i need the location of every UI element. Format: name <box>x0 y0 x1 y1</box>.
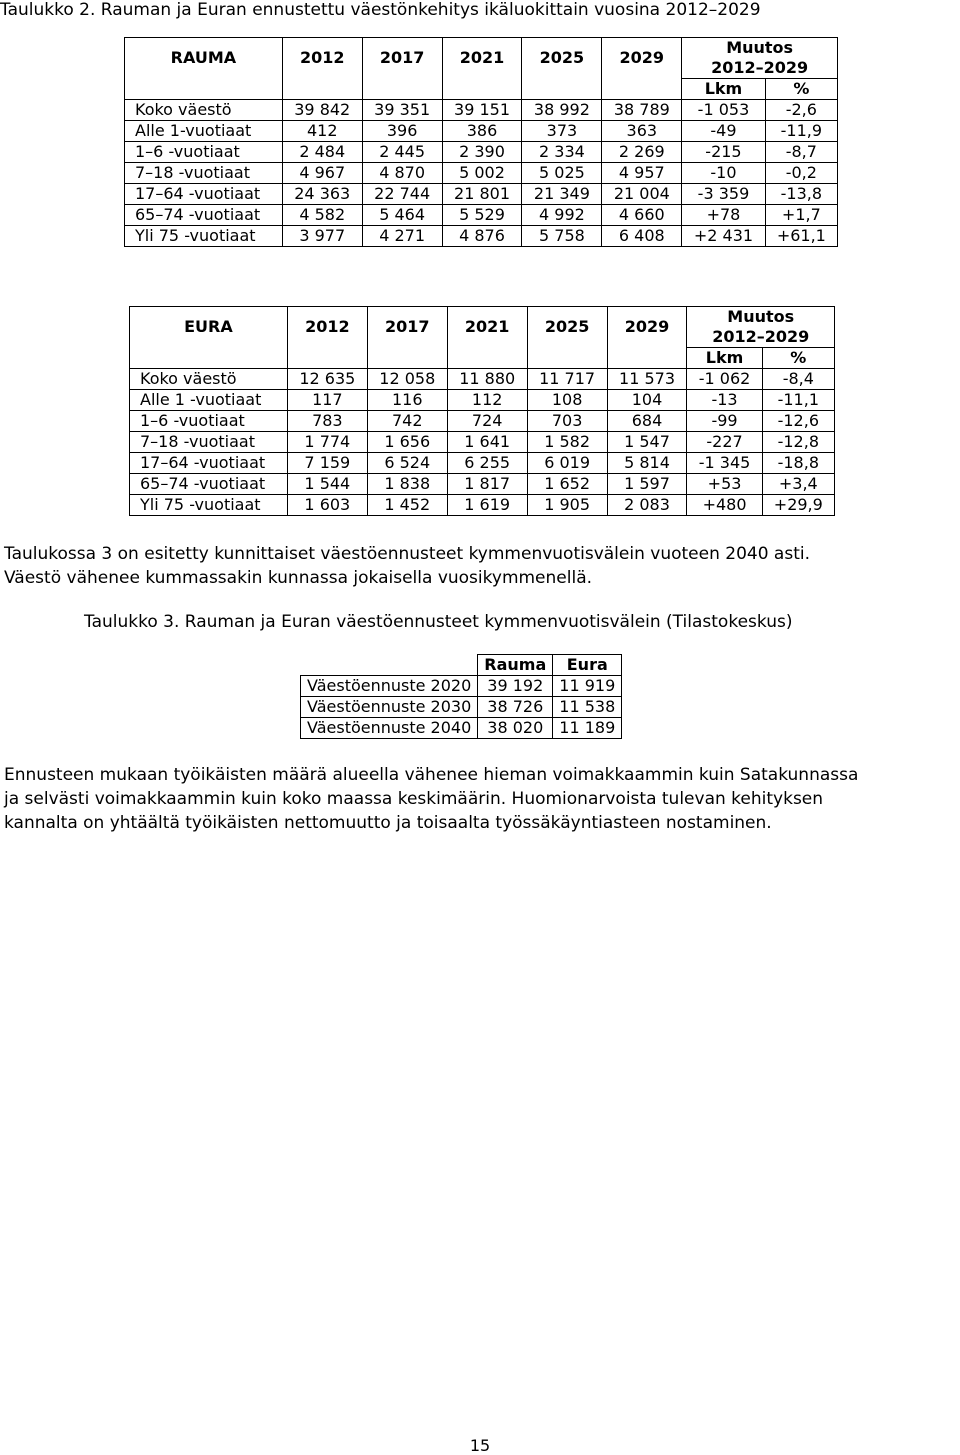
table-cell: 4 967 <box>282 163 362 184</box>
table-cell: 116 <box>367 390 447 411</box>
empty-cell <box>130 348 288 369</box>
empty-cell <box>447 348 527 369</box>
table-row <box>130 369 835 390</box>
change-label: Muutos <box>727 307 795 326</box>
table-cell: +53 <box>687 474 762 495</box>
table-cell: -1 345 <box>687 453 762 474</box>
table-cell: 386 <box>442 121 522 142</box>
empty-cell <box>287 348 367 369</box>
change-period: 2012–2029 <box>711 58 809 77</box>
table-row <box>130 390 835 411</box>
table-cell: 11 189 <box>553 718 622 739</box>
paragraph-line: Taulukossa 3 on esitetty kunnittaiset väestöennusteet kymmenvuotisvälein vuoteen 2040 asti. <box>4 544 810 564</box>
table-cell: 11 573 <box>607 369 687 390</box>
table-cell: 4 582 <box>282 205 362 226</box>
change-period: 2012–2029 <box>712 327 810 346</box>
table-cell: -0,2 <box>765 163 837 184</box>
year-header: 2012 <box>282 38 362 79</box>
table-cell: 21 349 <box>522 184 602 205</box>
rauma-header: Rauma <box>478 655 553 676</box>
table-row <box>130 495 835 516</box>
table-cell: -8,4 <box>762 369 834 390</box>
year-header: 2021 <box>442 38 522 79</box>
table-cell: 1 603 <box>287 495 367 516</box>
table-row <box>125 184 838 205</box>
table-cell: 5 814 <box>607 453 687 474</box>
table-cell: 6 255 <box>447 453 527 474</box>
empty-cell <box>301 655 478 676</box>
empty-cell <box>527 348 607 369</box>
empty-cell <box>125 79 283 100</box>
row-label: 65–74 -vuotiaat <box>125 205 283 226</box>
table-cell: 38 726 <box>478 697 553 718</box>
table-cell: 1 838 <box>367 474 447 495</box>
table-cell: 39 351 <box>362 100 442 121</box>
table-cell: 6 524 <box>367 453 447 474</box>
table-cell: 38 789 <box>602 100 682 121</box>
page-number: 15 <box>469 1436 491 1455</box>
table-cell: -1 053 <box>682 100 765 121</box>
table-row <box>125 142 838 163</box>
eura-table <box>129 306 835 516</box>
table-cell: 724 <box>447 411 527 432</box>
table-cell: 363 <box>602 121 682 142</box>
table-cell: 112 <box>447 390 527 411</box>
table-cell: 4 660 <box>602 205 682 226</box>
table-cell: 1 817 <box>447 474 527 495</box>
year-header: 2029 <box>602 38 682 79</box>
table-cell: 3 977 <box>282 226 362 247</box>
table-cell: 5 758 <box>522 226 602 247</box>
table-cell: 1 774 <box>287 432 367 453</box>
table-cell: 21 004 <box>602 184 682 205</box>
table-header-row <box>301 655 622 676</box>
table-cell: 1 656 <box>367 432 447 453</box>
row-label: Alle 1-vuotiaat <box>125 121 283 142</box>
paragraph-line: Väestö vähenee kummassakin kunnassa jokaisella vuosikymmenellä. <box>4 568 593 588</box>
table-cell: 783 <box>287 411 367 432</box>
empty-cell <box>362 79 442 100</box>
row-label: Koko väestö <box>125 100 283 121</box>
table-cell: 4 876 <box>442 226 522 247</box>
change-label: Muutos <box>726 38 794 57</box>
region-header: RAUMA <box>125 38 283 79</box>
table-cell: 12 635 <box>287 369 367 390</box>
table-cell: -13 <box>687 390 762 411</box>
table-cell: 104 <box>607 390 687 411</box>
table-cell: 1 544 <box>287 474 367 495</box>
table-cell: 412 <box>282 121 362 142</box>
paragraph-1 <box>4 542 810 590</box>
table-cell: 38 992 <box>522 100 602 121</box>
year-header: 2017 <box>362 38 442 79</box>
row-label: Väestöennuste 2040 <box>301 718 478 739</box>
table-cell: 108 <box>527 390 607 411</box>
table-header-row <box>125 38 838 79</box>
table-cell: 22 744 <box>362 184 442 205</box>
table-header-row <box>130 307 835 348</box>
table-row <box>130 411 835 432</box>
table-cell: 1 905 <box>527 495 607 516</box>
paragraph-2 <box>4 763 858 835</box>
change-header <box>687 307 835 348</box>
table-cell: 5 002 <box>442 163 522 184</box>
table-cell: 396 <box>362 121 442 142</box>
empty-cell <box>367 348 447 369</box>
table-subheader-row <box>130 348 835 369</box>
table-cell: 117 <box>287 390 367 411</box>
empty-cell <box>442 79 522 100</box>
table-cell: 2 083 <box>607 495 687 516</box>
change-header <box>682 38 838 79</box>
empty-cell <box>522 79 602 100</box>
table-cell: +61,1 <box>765 226 837 247</box>
row-label: 65–74 -vuotiaat <box>130 474 288 495</box>
table-cell: +78 <box>682 205 765 226</box>
empty-cell <box>607 348 687 369</box>
table-cell: -13,8 <box>765 184 837 205</box>
table-cell: 2 445 <box>362 142 442 163</box>
table-cell: 1 452 <box>367 495 447 516</box>
table-cell: 2 390 <box>442 142 522 163</box>
table-cell: 5 464 <box>362 205 442 226</box>
table-row <box>301 718 622 739</box>
year-header: 2025 <box>527 307 607 348</box>
table-cell: 39 192 <box>478 676 553 697</box>
table-cell: 5 529 <box>442 205 522 226</box>
table-subheader-row <box>125 79 838 100</box>
year-header: 2017 <box>367 307 447 348</box>
table-cell: -12,8 <box>762 432 834 453</box>
table-cell: 5 025 <box>522 163 602 184</box>
table-cell: 1 597 <box>607 474 687 495</box>
table-cell: 4 870 <box>362 163 442 184</box>
table-2-caption: Taulukko 2. Rauman ja Euran ennustettu väestönkehitys ikäluokittain vuosina 2012–2029 <box>0 0 761 20</box>
table-cell: 1 547 <box>607 432 687 453</box>
table-row <box>301 697 622 718</box>
table-cell: 11 717 <box>527 369 607 390</box>
table-cell: 6 408 <box>602 226 682 247</box>
table-cell: -99 <box>687 411 762 432</box>
table-cell: 11 880 <box>447 369 527 390</box>
eura-body <box>130 369 835 516</box>
table-cell: 4 271 <box>362 226 442 247</box>
table-cell: 11 919 <box>553 676 622 697</box>
year-header: 2029 <box>607 307 687 348</box>
table-cell: -49 <box>682 121 765 142</box>
table-cell: -215 <box>682 142 765 163</box>
table-row <box>125 163 838 184</box>
rauma-body <box>125 100 838 247</box>
row-label: 17–64 -vuotiaat <box>130 453 288 474</box>
eura-header: Eura <box>553 655 622 676</box>
row-label: 1–6 -vuotiaat <box>130 411 288 432</box>
forecast-table <box>300 654 622 739</box>
percent-header: % <box>765 79 837 100</box>
table-3-caption: Taulukko 3. Rauman ja Euran väestöennusteet kymmenvuotisvälein (Tilastokeskus) <box>84 612 793 632</box>
empty-cell <box>602 79 682 100</box>
table-row <box>125 121 838 142</box>
paragraph-line: kannalta on yhtäältä työikäisten nettomuutto ja toisaalta työssäkäyntiasteen nostaminen. <box>4 813 772 833</box>
table-cell: 684 <box>607 411 687 432</box>
table-cell: -8,7 <box>765 142 837 163</box>
table-cell: 373 <box>522 121 602 142</box>
table-cell: +1,7 <box>765 205 837 226</box>
table-cell: 38 020 <box>478 718 553 739</box>
percent-header: % <box>762 348 834 369</box>
table-cell: -1 062 <box>687 369 762 390</box>
table-row <box>125 205 838 226</box>
table-cell: -11,1 <box>762 390 834 411</box>
table-cell: -18,8 <box>762 453 834 474</box>
row-label: Koko väestö <box>130 369 288 390</box>
table-cell: +29,9 <box>762 495 834 516</box>
table-cell: -11,9 <box>765 121 837 142</box>
year-header: 2021 <box>447 307 527 348</box>
table-cell: 7 159 <box>287 453 367 474</box>
table-row <box>130 432 835 453</box>
row-label: Yli 75 -vuotiaat <box>130 495 288 516</box>
table-cell: 2 334 <box>522 142 602 163</box>
table-cell: 742 <box>367 411 447 432</box>
table-cell: 6 019 <box>527 453 607 474</box>
table-cell: 2 269 <box>602 142 682 163</box>
table-cell: 21 801 <box>442 184 522 205</box>
table-cell: 1 641 <box>447 432 527 453</box>
table-cell: -12,6 <box>762 411 834 432</box>
row-label: Väestöennuste 2020 <box>301 676 478 697</box>
table-cell: 24 363 <box>282 184 362 205</box>
table-cell: 39 842 <box>282 100 362 121</box>
table-row <box>301 676 622 697</box>
table-row <box>130 474 835 495</box>
empty-cell <box>282 79 362 100</box>
table-cell: 1 582 <box>527 432 607 453</box>
row-label: Yli 75 -vuotiaat <box>125 226 283 247</box>
row-label: 17–64 -vuotiaat <box>125 184 283 205</box>
table-row <box>125 100 838 121</box>
rauma-table <box>124 37 838 247</box>
table-cell: +480 <box>687 495 762 516</box>
year-header: 2025 <box>522 38 602 79</box>
count-header: Lkm <box>687 348 762 369</box>
table-cell: +2 431 <box>682 226 765 247</box>
table-cell: 4 957 <box>602 163 682 184</box>
table-cell: 1 652 <box>527 474 607 495</box>
row-label: Väestöennuste 2030 <box>301 697 478 718</box>
row-label: 7–18 -vuotiaat <box>130 432 288 453</box>
paragraph-line: ja selvästi voimakkaammin kuin koko maassa keskimäärin. Huomionarvoista tulevan kehityksen <box>4 789 824 809</box>
table-cell: +3,4 <box>762 474 834 495</box>
table-cell: -2,6 <box>765 100 837 121</box>
row-label: Alle 1 -vuotiaat <box>130 390 288 411</box>
forecast-body <box>301 676 622 739</box>
table-cell: 2 484 <box>282 142 362 163</box>
table-cell: -227 <box>687 432 762 453</box>
table-cell: -3 359 <box>682 184 765 205</box>
table-cell: -10 <box>682 163 765 184</box>
paragraph-line: Ennusteen mukaan työikäisten määrä alueella vähenee hieman voimakkaammin kuin Satakunnassa <box>4 765 859 785</box>
year-header: 2012 <box>287 307 367 348</box>
table-cell: 703 <box>527 411 607 432</box>
row-label: 1–6 -vuotiaat <box>125 142 283 163</box>
table-cell: 12 058 <box>367 369 447 390</box>
table-row <box>125 226 838 247</box>
table-cell: 4 992 <box>522 205 602 226</box>
count-header: Lkm <box>682 79 765 100</box>
table-cell: 1 619 <box>447 495 527 516</box>
table-cell: 39 151 <box>442 100 522 121</box>
row-label: 7–18 -vuotiaat <box>125 163 283 184</box>
table-cell: 11 538 <box>553 697 622 718</box>
table-row <box>130 453 835 474</box>
region-header: EURA <box>130 307 288 348</box>
